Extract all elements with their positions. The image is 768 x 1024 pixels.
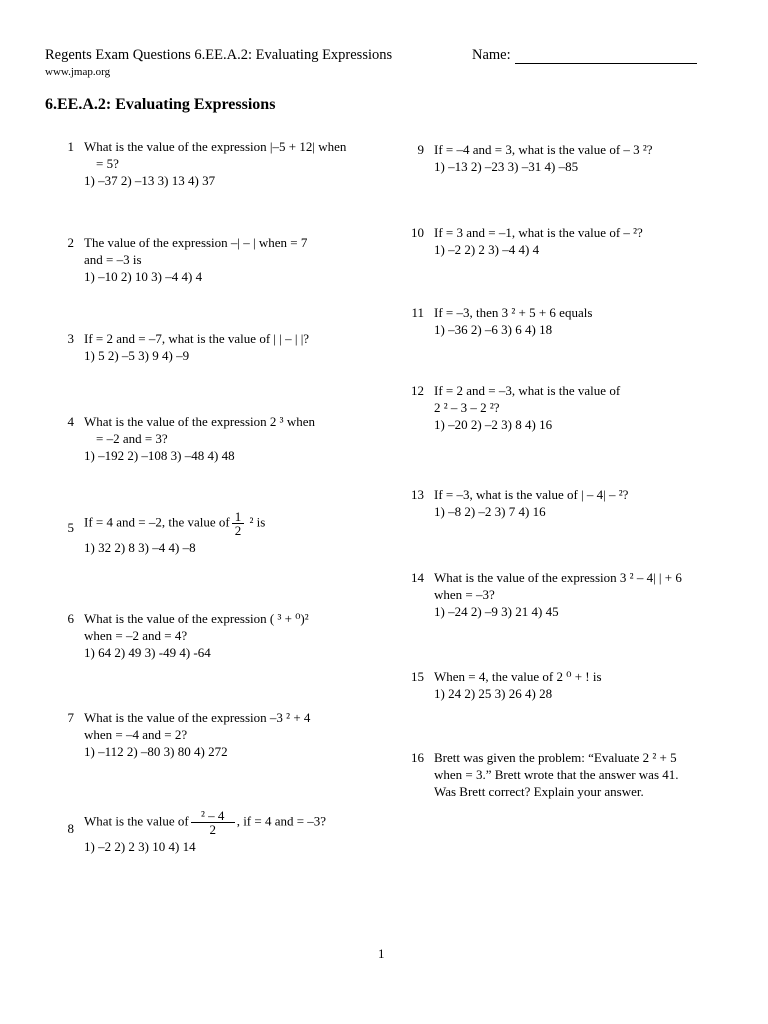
question-text: The value of the expression –| – | when = 7 <box>84 235 308 250</box>
question-text: If = 3 and = –1, what is the value of – ²? <box>434 225 643 240</box>
question-text: If = 2 and = –7, what is the value of | | – | |? <box>84 331 310 346</box>
answer-choices: 1) –20 2) –2 3) 8 4) 16 <box>434 417 553 432</box>
question-number: 7 <box>67 710 74 725</box>
question-text: What is the value of the expression ( ³ + ⁰)² <box>84 611 309 626</box>
question-text: If = 2 and = –3, what is the value of <box>434 383 621 398</box>
question-number: 9 <box>417 142 424 157</box>
fraction-denominator: 2 <box>209 822 216 837</box>
question-number: 3 <box>67 331 74 346</box>
question-number: 5 <box>67 520 74 535</box>
question-text: when = –2 and = 4? <box>84 628 188 643</box>
answer-choices: 1) –8 2) –2 3) 7 4) 16 <box>434 504 546 519</box>
question-text: = –2 and = 3? <box>96 431 168 446</box>
question-text-end: ² is <box>246 514 266 530</box>
question-text: If = –3, then 3 ² + 5 + 6 equals <box>434 305 593 320</box>
question-text: If = –4 and = 3, what is the value of – 3 ²? <box>434 142 653 157</box>
document-title: Regents Exam Questions 6.EE.A.2: Evaluating Expressions <box>45 47 393 63</box>
question-text: Was Brett correct? Explain your answer. <box>434 784 644 799</box>
question-text: What is the value of the expression 2 ³ when <box>84 414 315 429</box>
answer-choices: 1) –10 2) 10 3) –4 4) 4 <box>84 269 203 284</box>
question-text <box>84 510 265 537</box>
answer-choices: 1) –13 2) –23 3) –31 4) –85 <box>434 159 579 174</box>
question-text: Brett was given the problem: “Evaluate 2 ² + 5 <box>434 750 677 765</box>
question-number: 6 <box>67 611 74 626</box>
question-text: What is the value of the expression |–5 + 12| when <box>84 139 347 154</box>
question-number: 10 <box>411 225 424 240</box>
answer-choices: 1) 5 2) –5 3) 9 4) –9 <box>84 348 190 363</box>
question-text: What is the value of the expression 3 ² – 4| | + 6 <box>434 570 682 585</box>
question-number: 15 <box>411 669 424 684</box>
question-text: = 5? <box>96 156 119 171</box>
page-number: 1 <box>378 946 385 961</box>
answer-choices: 1) –2 2) 2 3) –4 4) 4 <box>434 242 540 257</box>
question-number: 2 <box>67 235 74 250</box>
question-text: when = –3? <box>434 587 495 602</box>
question-number: 16 <box>411 750 424 765</box>
question-text: If = –3, what is the value of | – 4| – ²? <box>434 487 629 502</box>
question-number: 12 <box>411 383 424 398</box>
question-text-start: What is the value of <box>84 813 189 829</box>
question-number: 13 <box>411 487 424 502</box>
question-number: 4 <box>67 414 74 429</box>
question-number: 11 <box>411 305 424 320</box>
answer-choices: 1) 32 2) 8 3) –4 4) –8 <box>84 540 196 555</box>
question-text: When = 4, the value of 2 ⁰ + ! is <box>434 669 602 684</box>
answer-choices: 1) –112 2) –80 3) 80 4) 272 <box>84 744 228 759</box>
name-label: Name: <box>472 47 511 63</box>
answer-choices: 1) 64 2) 49 3) -49 4) -64 <box>84 645 211 660</box>
answer-choices: 1) –36 2) –6 3) 6 4) 18 <box>434 322 553 337</box>
fraction-numerator: 1 <box>232 510 245 524</box>
section-title: 6.EE.A.2: Evaluating Expressions <box>45 96 276 113</box>
name-blank-line <box>515 49 697 64</box>
fraction-denominator: 2 <box>234 523 242 538</box>
question-number: 14 <box>411 570 424 585</box>
question-text-start: If = 4 and = –2, the value of <box>84 514 230 530</box>
question-number: 8 <box>67 821 74 836</box>
question-text-end: , if = 4 and = –3? <box>236 813 327 829</box>
website-url: www.jmap.org <box>45 66 111 78</box>
fraction <box>191 809 235 836</box>
answer-choices: 1) –2 2) 2 3) 10 4) 14 <box>84 839 196 854</box>
fraction-numerator: ² – 4 <box>191 809 235 823</box>
answer-choices: 1) –192 2) –108 3) –48 4) 48 <box>84 448 235 463</box>
question-text: when = –4 and = 2? <box>84 727 188 742</box>
question-text: and = –3 is <box>84 252 142 267</box>
name-field <box>472 47 697 64</box>
fraction <box>232 510 245 537</box>
answer-choices: 1) –24 2) –9 3) 21 4) 45 <box>434 604 559 619</box>
question-number: 1 <box>67 139 74 154</box>
question-text: What is the value of the expression –3 ² + 4 <box>84 710 311 725</box>
question-text: when = 3.” Brett wrote that the answer was 41. <box>434 767 679 782</box>
answer-choices: 1) –37 2) –13 3) 13 4) 37 <box>84 173 216 188</box>
question-text: 2 ² – 3 – 2 ²? <box>434 400 500 415</box>
question-text <box>84 809 326 836</box>
answer-choices: 1) 24 2) 25 3) 26 4) 28 <box>434 686 553 701</box>
